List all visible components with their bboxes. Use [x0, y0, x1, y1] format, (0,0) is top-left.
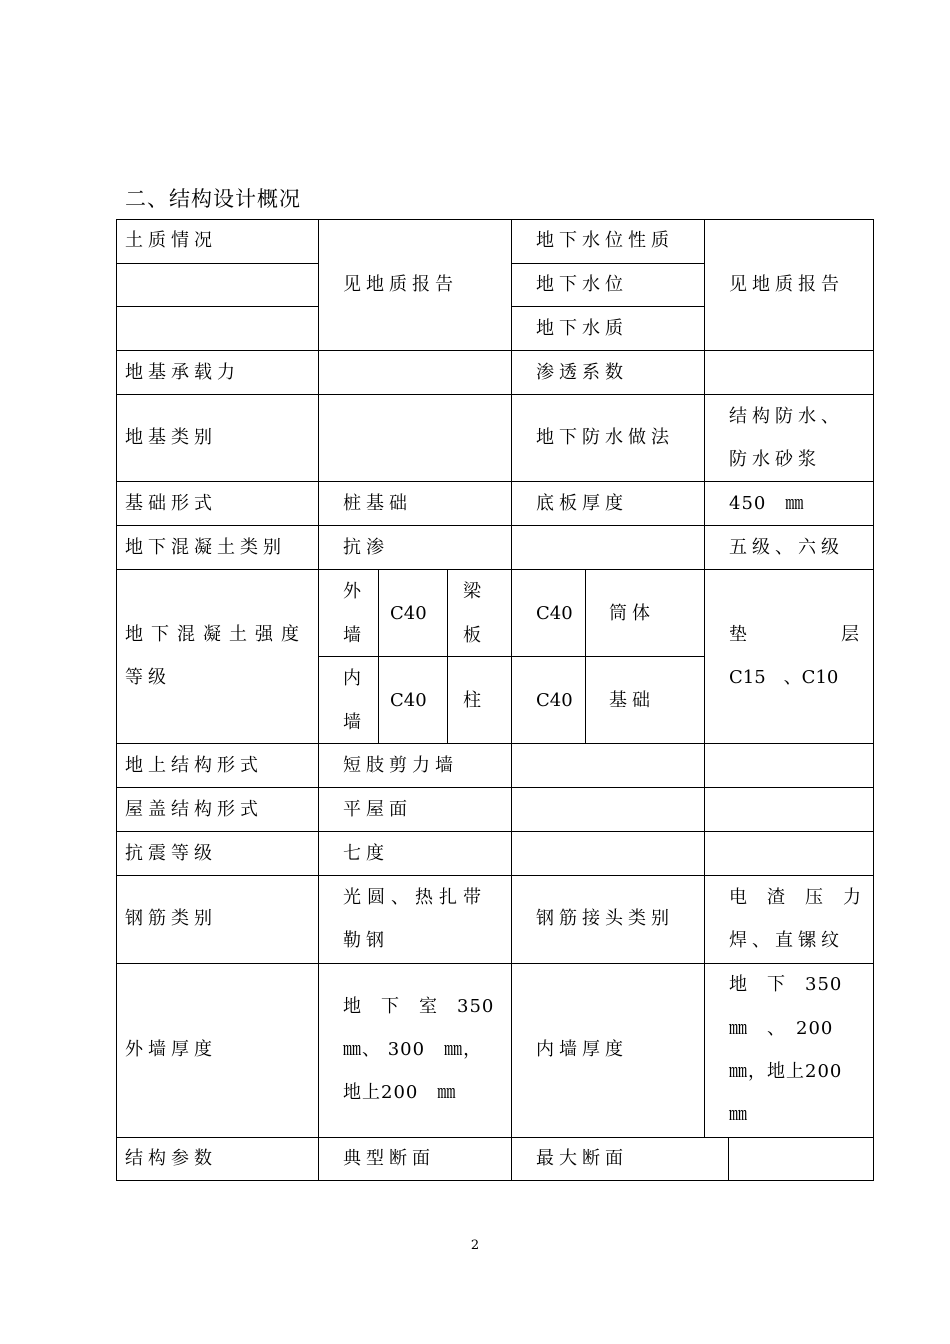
- strength-label-line-1: 地下混凝土强度: [125, 624, 307, 645]
- soil-condition-value: 见地质报告: [343, 274, 458, 295]
- beam-grade: C40: [536, 603, 573, 624]
- concrete-type-extra: 五级、六级: [729, 537, 844, 558]
- table-rule: [704, 219, 705, 1137]
- table-rule: [728, 1137, 729, 1181]
- table-rule: [116, 219, 117, 1181]
- table-rule: [585, 569, 586, 743]
- int-wall-grade: C40: [390, 690, 427, 711]
- groundwater-nature-label: 地下水位性质: [536, 230, 674, 251]
- table-rule: [318, 219, 319, 1181]
- concrete-type-value: 抗渗: [343, 537, 389, 558]
- seismic-grade-label: 抗震等级: [125, 843, 217, 864]
- groundwater-level-label: 地下水位: [536, 274, 628, 295]
- slab-thickness-value: 450 ㎜: [729, 493, 805, 514]
- int-wall-thickness-line-2: ㎜ 、 200: [729, 1018, 834, 1039]
- foundation-class-label: 地基类别: [125, 427, 217, 448]
- tube-label: 筒体: [609, 603, 655, 624]
- roof-structure-label: 屋盖结构形式: [125, 799, 263, 820]
- foundation-part-label: 基础: [609, 690, 655, 711]
- table-rule: [116, 1137, 874, 1138]
- foundation-form-value: 桩基础: [343, 493, 412, 514]
- table-rule: [116, 219, 874, 220]
- groundwater-quality-label: 地下水质: [536, 318, 628, 339]
- int-wall-thickness-line-1: 地 下 350: [729, 974, 843, 995]
- ext-wall-thickness-line-1: 地 下 室 350: [343, 996, 495, 1017]
- rebar-joint-label: 钢筋接头类别: [536, 908, 674, 929]
- foundation-form-label: 基础形式: [125, 493, 217, 514]
- structure-params-label: 结构参数: [125, 1148, 217, 1169]
- waterproofing-label: 地下防水做法: [536, 427, 674, 448]
- section-title: 二、结构设计概况: [125, 187, 301, 211]
- rebar-joint-line-2: 焊、直镙纹: [729, 930, 844, 951]
- ext-wall-label-2: 墙: [343, 625, 366, 646]
- ext-wall-thickness-label: 外墙厚度: [125, 1039, 217, 1060]
- beam-label-2: 板: [463, 625, 486, 646]
- table-rule: [116, 306, 318, 307]
- rebar-type-line-1: 光圆、热扎带: [343, 887, 487, 908]
- concrete-type-label: 地下混凝土类别: [125, 537, 286, 558]
- waterproofing-line-2: 防水砂浆: [729, 449, 821, 470]
- table-rule: [447, 569, 448, 743]
- max-section-label: 最大断面: [536, 1148, 628, 1169]
- above-structure-value: 短肢剪力墙: [343, 755, 458, 776]
- cushion-label-2: 层: [841, 624, 864, 645]
- column-grade: C40: [536, 690, 573, 711]
- ext-wall-thickness-line-3: 地上200 ㎜: [343, 1082, 457, 1103]
- int-wall-thickness-line-3: ㎜，地上200: [729, 1061, 843, 1082]
- cushion-grade: C15 、C10: [729, 667, 839, 688]
- int-wall-label-1: 内: [343, 668, 366, 689]
- int-wall-label-2: 墙: [343, 712, 366, 733]
- groundwater-value: 见地质报告: [729, 274, 844, 295]
- table-rule: [116, 1180, 874, 1181]
- beam-label-1: 梁: [463, 581, 486, 602]
- soil-condition-label: 土质情况: [125, 230, 217, 251]
- table-rule: [873, 219, 874, 1181]
- int-wall-thickness-label: 内墙厚度: [536, 1039, 628, 1060]
- table-rule: [378, 569, 379, 743]
- rebar-type-label: 钢筋类别: [125, 908, 217, 929]
- page-number: 2: [470, 1238, 480, 1253]
- above-structure-label: 地上结构形式: [125, 755, 263, 776]
- ext-wall-label-1: 外: [343, 581, 366, 602]
- bearing-capacity-label: 地基承载力: [125, 362, 240, 383]
- ext-wall-thickness-line-2: ㎜、 300 ㎜，: [343, 1039, 483, 1060]
- roof-structure-value: 平屋面: [343, 799, 412, 820]
- table-rule: [116, 263, 318, 264]
- column-label: 柱: [463, 690, 486, 711]
- structure-design-table: [116, 219, 874, 1181]
- int-wall-thickness-line-4: ㎜: [729, 1104, 748, 1125]
- table-rule: [511, 219, 512, 1181]
- typical-section-label: 典型断面: [343, 1148, 435, 1169]
- cushion-label-1: 垫: [729, 624, 752, 645]
- seismic-grade-value: 七度: [343, 843, 389, 864]
- permeability-label: 渗透系数: [536, 362, 628, 383]
- strength-label-line-2: 等级: [125, 667, 171, 688]
- waterproofing-line-1: 结构防水、: [729, 406, 844, 427]
- ext-wall-grade: C40: [390, 603, 427, 624]
- rebar-joint-line-1: 电 渣 压 力: [729, 887, 862, 908]
- slab-thickness-label: 底板厚度: [536, 493, 628, 514]
- rebar-type-line-2: 勒钢: [343, 930, 389, 951]
